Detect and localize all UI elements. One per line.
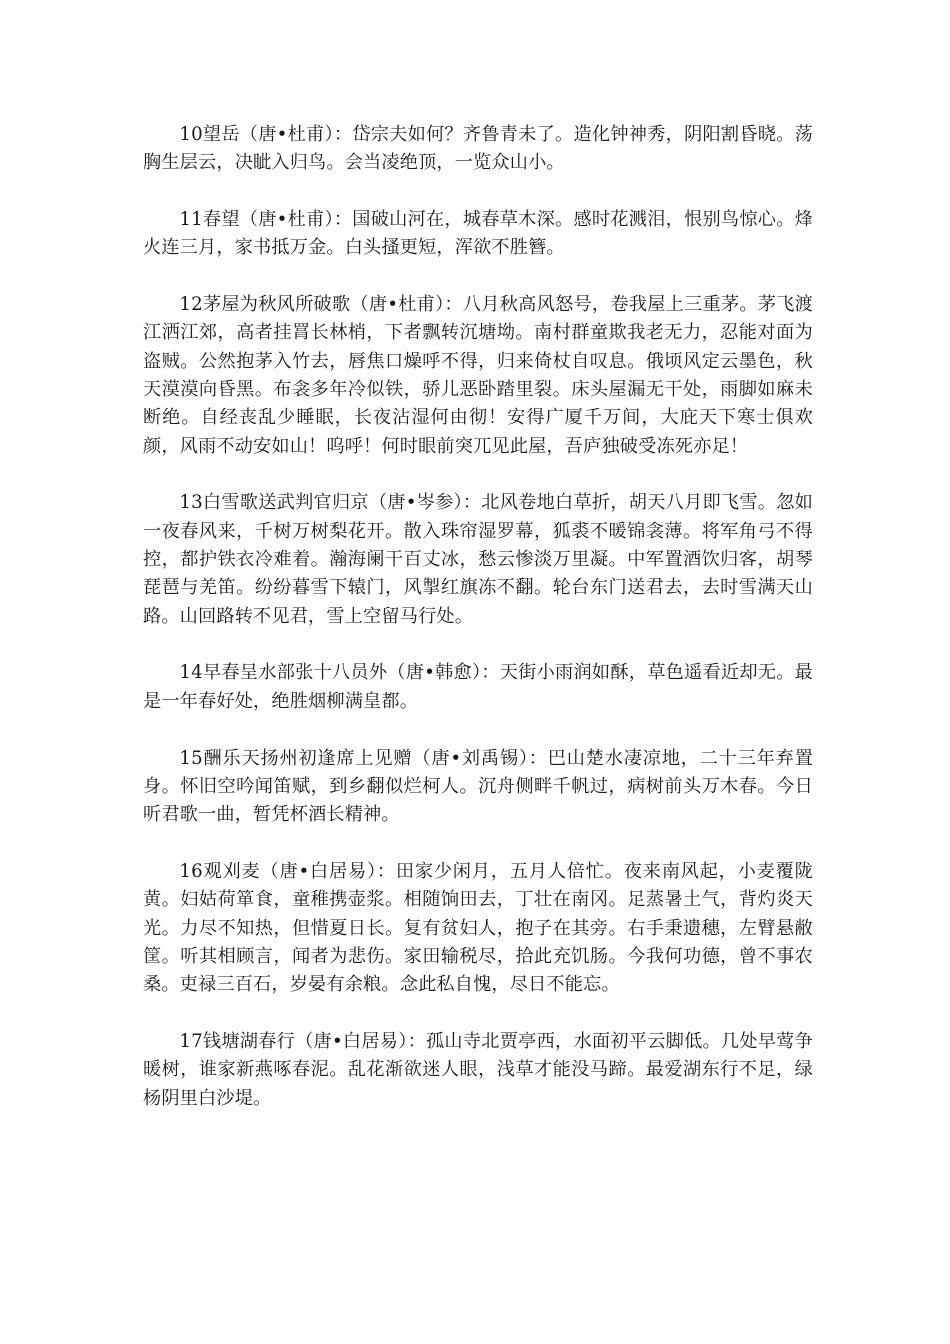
poem-11-chun-wang: 11春望（唐•杜甫）：国破山河在，城春草木深。感时花溅泪，恨别鸟惊心。烽火连三月，家书抵万金。白头搔更短，浑欲不胜簪。	[143, 209, 813, 259]
poem-17-qian-tang-hu: 17钱塘湖春行（唐•白居易）：孤山寺北贾亭西，水面初平云脚低。几处早莺争暖树，谁家新燕啄春泥。乱花渐欲迷人眼，浅草才能没马蹄。最爱湖东行不足，绿杨阴里白沙堤。	[143, 1030, 813, 1109]
poem-15-chou-le-tian: 15酬乐天扬州初逢席上见赠（唐•刘禹锡）：巴山楚水凄凉地，二十三年弃置身。怀旧空吟闻笛赋，到乡翻似烂柯人。沉舟侧畔千帆过，病树前头万木春。今日听君歌一曲，暂凭杯酒长精神。	[143, 747, 813, 826]
poem-12-mao-wu: 12茅屋为秋风所破歌（唐•杜甫）：八月秋高风怒号，卷我屋上三重茅。茅飞渡江洒江郊，高者挂罥长林梢，下者飘转沉塘坳。南村群童欺我老无力，忍能对面为盗贼。公然抱茅入竹去，唇焦口燥呼不得，归来倚杖自叹息。俄顷风定云墨色，秋天漠漠向昏黑。布衾多年冷似铁，骄儿恶卧踏里裂。床头屋漏无干处，雨脚如麻未断绝。自经丧乱少睡眠，长夜沾湿何由彻！安得广厦千万间，大庇天下寒士俱欢颜，风雨不动安如山！呜呼！何时眼前突兀见此屋，吾庐独破受冻死亦足！	[143, 294, 813, 457]
poem-13-bai-xue-ge: 13白雪歌送武判官归京（唐•岑参）：北风卷地白草折，胡天八月即飞雪。忽如一夜春风来，千树万树梨花开。散入珠帘湿罗幕，狐裘不暖锦衾薄。将军角弓不得控，都护铁衣冷难着。瀚海阑干百丈冰，愁云惨淡万里凝。中军置酒饮归客，胡琴琵琶与羌笛。纷纷暮雪下辕门，风掣红旗冻不翻。轮台东门送君去，去时雪满天山路。山回路转不见君，雪上空留马行处。	[143, 492, 813, 627]
poem-14-zao-chun: 14早春呈水部张十八员外（唐•韩愈）：天街小雨润如酥，草色遥看近却无。最是一年春好处，绝胜烟柳满皇都。	[143, 662, 813, 712]
poem-list	[143, 121, 813, 1141]
poem-16-guan-yi-mai: 16观刈麦（唐•白居易）：田家少闲月，五月人倍忙。夜来南风起，小麦覆陇黄。妇姑荷箪食，童稚携壶浆。相随饷田去，丁壮在南冈。足蒸暑土气，背灼炎天光。力尽不知热，但惜夏日长。复有贫妇人，抱子在其旁。右手秉遗穗，左臂悬敝筐。听其相顾言，闻者为悲伤。家田输税尽，拾此充饥肠。今我何功德，曾不事农桑。吏禄三百石，岁晏有余粮。念此私自愧，尽日不能忘。	[143, 860, 813, 996]
poem-10-wang-yue: 10望岳（唐•杜甫）：岱宗夫如何？齐鲁青未了。造化钟神秀，阴阳割昏晓。荡胸生层云，决眦入归鸟。会当凌绝顶，一览众山小。	[143, 124, 813, 174]
